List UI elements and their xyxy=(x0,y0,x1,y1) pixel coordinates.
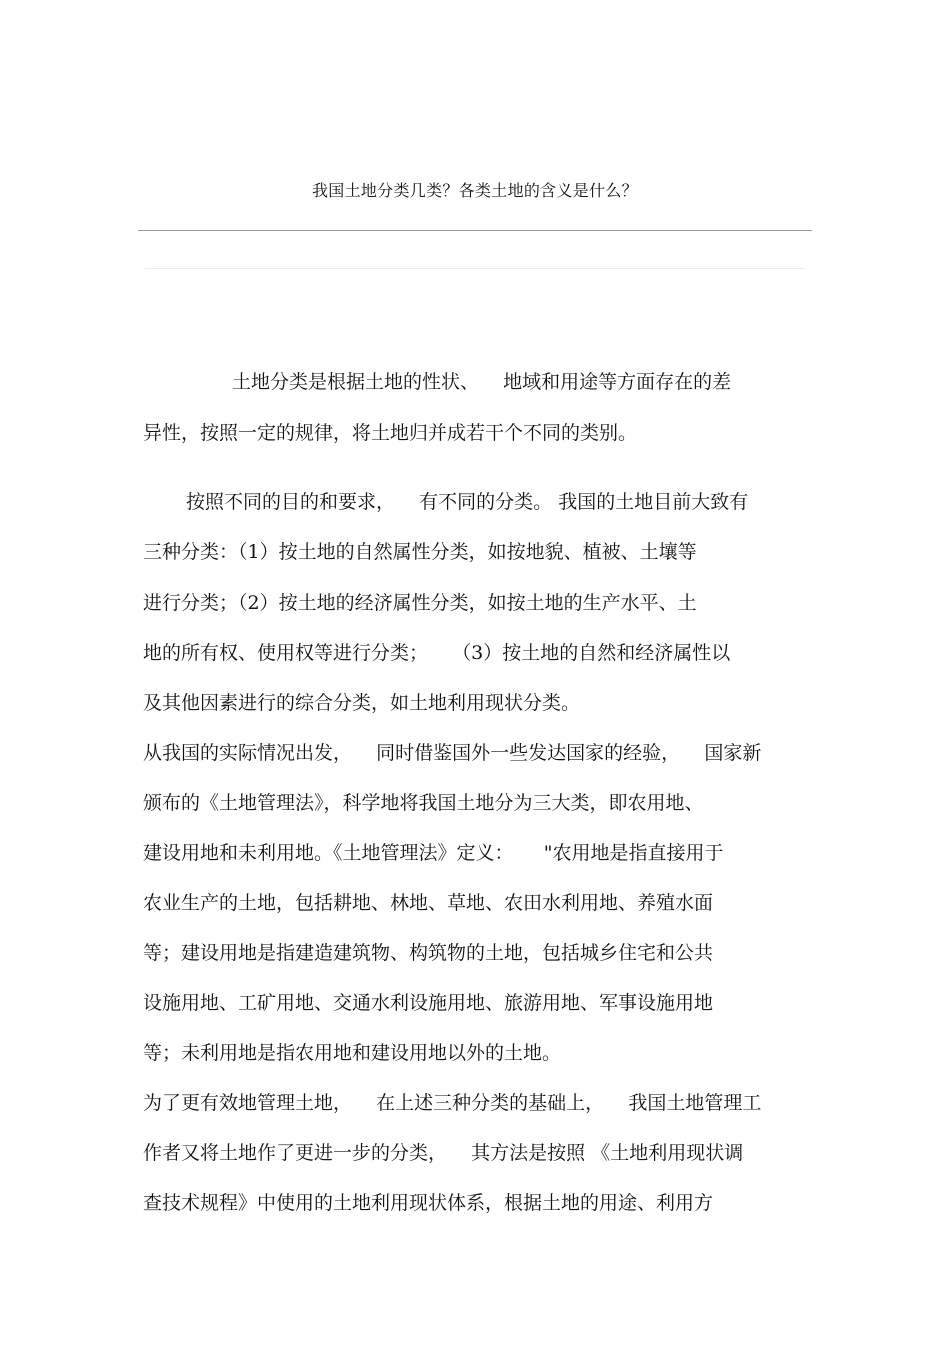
paragraph-line: 等；未利用地是指农用地和建设用地以外的土地。 xyxy=(143,1042,562,1064)
paragraph-line: 进行分类；（2）按土地的经济属性分类，如按土地的生产水平、土 xyxy=(143,592,697,614)
title-divider xyxy=(138,230,812,231)
paragraph-line: 为了更有效地管理土地， 在上述三种分类的基础上， 我国土地管理工 xyxy=(143,1092,762,1114)
paragraph-line: 查技术规程》中使用的土地利用现状体系，根据土地的用途、利用方 xyxy=(143,1192,714,1214)
paragraph-line: 等；建设用地是指建造建筑物、构筑物的土地，包括城乡住宅和公共 xyxy=(143,942,714,964)
paragraph-line: 作者又将土地作了更进一步的分类， 其方法是按照 《土地利用现状调 xyxy=(143,1142,744,1164)
paragraph-line: 异性，按照一定的规律，将土地归并成若干个不同的类别。 xyxy=(143,422,638,444)
paragraph-line: 设施用地、工矿用地、交通水利设施用地、旅游用地、军事设施用地 xyxy=(143,992,714,1014)
paragraph-line: 土地分类是根据土地的性状、 地域和用途等方面存在的差 xyxy=(232,371,732,393)
paragraph-line: 三种分类：（1）按土地的自然属性分类，如按地貌、植被、土壤等 xyxy=(143,541,697,563)
paragraph-line: 地的所有权、使用权等进行分类； （3）按土地的自然和经济属性以 xyxy=(143,642,731,664)
paragraph-line: 颁布的《土地管理法》，科学地将我国土地分为三大类，即农用地、 xyxy=(143,792,704,814)
paragraph-line: 按照不同的目的和要求， 有不同的分类。 我国的土地目前大致有 xyxy=(186,491,749,513)
paragraph-line: 从我国的实际情况出发， 同时借鉴国外一些发达国家的经验， 国家新 xyxy=(143,742,762,764)
document-title: 我国土地分类几类？各类土地的含义是什么？ xyxy=(311,181,638,200)
paragraph-line: 及其他因素进行的综合分类，如土地利用现状分类。 xyxy=(143,692,581,714)
paragraph-line: 农业生产的土地，包括耕地、林地、草地、农田水利用地、养殖水面 xyxy=(143,892,714,914)
header-divider xyxy=(145,268,805,269)
paragraph-line: 建设用地和未利用地。《土地管理法》定义： "农用地是指直接用于 xyxy=(143,842,724,864)
